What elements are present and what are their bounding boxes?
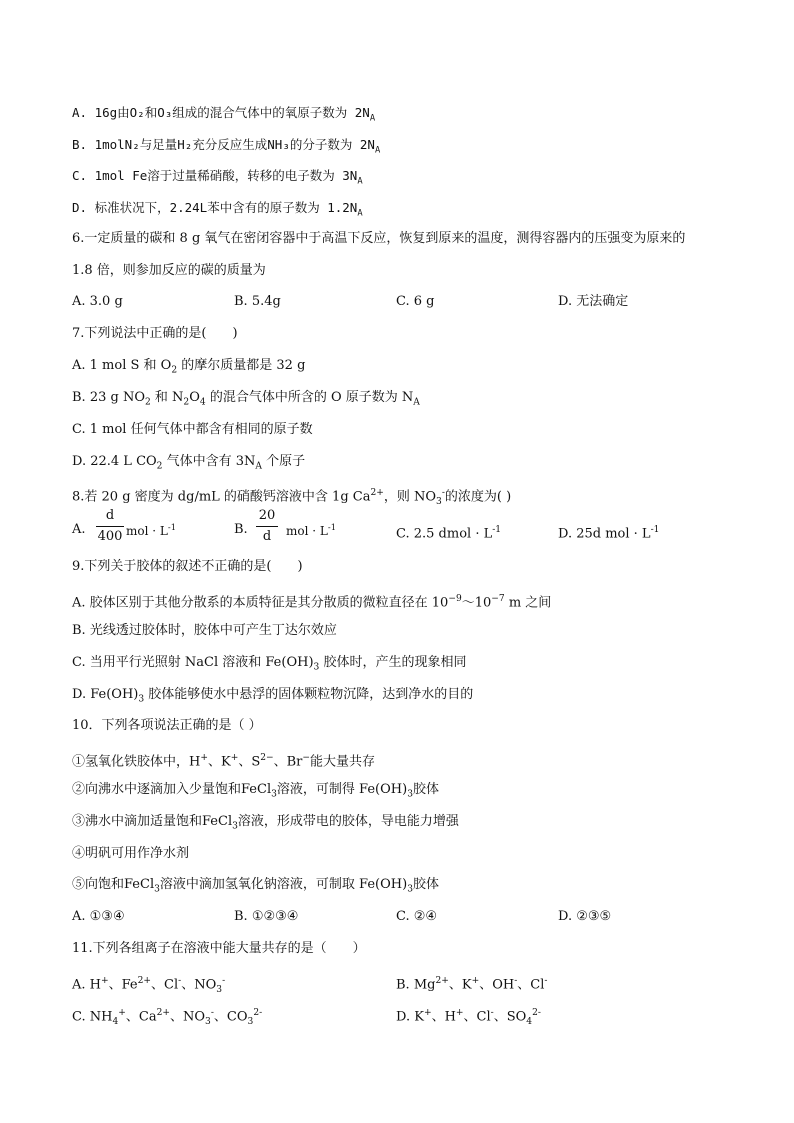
q11-option-c: C. $NH_4^+$、$Ca^{2+}$、$NO_3^-$、$CO_3^{2-}$: [72, 1008, 263, 1027]
q10-statement-3: ③沸水中滴加适量饱和FeCl$_3$溶液，形成带电的胶体，导电能力增强: [72, 814, 459, 832]
q10-option-b: B. ①②③④: [234, 909, 299, 924]
q5-option-b: B. 1molN₂与足量H₂充分反应生成NH₃的分子数为 $2N_A$: [72, 137, 381, 156]
q8-option-a-numerator: d: [105, 508, 115, 523]
q5-option-d: D. 标准状况下，2.24L苯中含有的原子数为 $1.2N_A$: [72, 200, 363, 219]
q8-stem: 8.若 20 g 密度为 dg/mL 的硝酸钙溶液中含 1g $Ca^{2+}$，则 $NO_3^-$的浓度为( ): [72, 488, 512, 507]
q7-option-d: D. 22.4 L $CO_2$ 气体中含有 $3N_A$ 个原子: [72, 454, 306, 472]
q8-option-b-denominator: d: [262, 529, 272, 544]
q10-statement-2: ②向沸水中逐滴加入少量饱和FeCl$_3$溶液，可制得 $Fe(OH)_3$胶体: [72, 782, 439, 800]
q8-option-a-fraction: [96, 508, 124, 545]
q8-option-a-denominator: 400: [97, 529, 123, 544]
q10-stem: 10．下列各项说法正确的是（ ）: [72, 718, 262, 733]
fraction-bar: [96, 526, 124, 527]
q6-option-c: C. 6 g: [396, 294, 435, 309]
q11-option-b: B. $Mg^{2+}$、K+、OH-、Cl-: [396, 976, 548, 993]
q6-option-b: B. 5.4g: [234, 294, 281, 309]
q11-option-d: D. K+、H+、Cl-、$SO_4^{2-}$: [396, 1008, 541, 1027]
q11-stem: 11.下列各组离子在溶液中能大量共存的是（ ）: [72, 941, 366, 956]
q7-option-a: A. 1 mol S 和 $O_2$ 的摩尔质量都是 32 g: [72, 358, 306, 376]
q10-statement-1: ①氢氧化铁胶体中，H+、K+、$S^{2-}$、Br−能大量共存: [72, 753, 376, 770]
q10-statement-5: ⑤向饱和FeCl$_3$溶液中滴加氢氧化钠溶液，可制取 $Fe(OH)_3$胶体: [72, 877, 439, 895]
q11-option-a: A. H+、$Fe^{2+}$、Cl-、$NO_3^-$: [72, 976, 226, 995]
q5-option-a: A. 16g由O₂和O₃组成的混合气体中的氧原子数为 $2N_A$: [72, 105, 376, 124]
q7-option-c: C. 1 mol 任何气体中都含有相同的原子数: [72, 422, 313, 437]
q8-option-c: C. 2.5 dmol · $L^{-1}$: [396, 525, 502, 542]
q8-option-b-label: B.: [234, 522, 248, 537]
q9-stem: 9.下列关于胶体的叙述不正确的是( ): [72, 559, 303, 574]
q6-option-d: D. 无法确定: [558, 294, 629, 309]
q8-option-b-fraction: [256, 508, 278, 545]
q10-option-a: A. ①③④: [72, 909, 125, 924]
q10-option-c: C. ②④: [396, 909, 438, 924]
q8-option-a-unit: mol · $L^{-1}$: [126, 522, 177, 538]
q8-option-b-numerator: 20: [258, 508, 276, 523]
q8-option-b-unit: mol · $L^{-1}$: [286, 522, 337, 538]
q10-option-d: D. ②③⑤: [558, 909, 612, 924]
q6-stem-line1: 6.一定质量的碳和 8 g 氧气在密闭容器中于高温下反应，恢复到原来的温度，测得容器内的压强变为原来的: [72, 231, 686, 246]
q9-option-b: B. 光线透过胶体时，胶体中可产生丁达尔效应: [72, 623, 337, 638]
q6-stem-line2: 1.8 倍，则参加反应的碳的质量为: [72, 263, 266, 278]
q9-option-d: D. $Fe(OH)_3$ 胶体能够使水中悬浮的固体颗粒物沉降，达到净水的目的: [72, 687, 474, 705]
q9-option-c: C. 当用平行光照射 NaCl 溶液和 $Fe(OH)_3$ 胶体时，产生的现象相同: [72, 655, 467, 673]
q8-option-a-label: A.: [72, 522, 86, 537]
q9-option-a: A. 胶体区别于其他分散系的本质特征是其分散质的微粒直径在 $10^{-9}\sim 10^{-7}$ m 之间: [72, 594, 552, 611]
q5-option-c: C. 1mol Fe溶于过量稀硝酸，转移的电子数为 $3N_A$: [72, 168, 363, 187]
q6-option-a: A. 3.0 g: [72, 294, 123, 309]
q8-option-d: D. 25d mol · $L^{-1}$: [558, 525, 660, 542]
q7-stem: 7.下列说法中正确的是( ): [72, 326, 238, 341]
q7-option-b: B. 23 g $NO_2$ 和 $N_2O_4$ 的混合气体中所含的 O 原子数为 $N_A$: [72, 390, 420, 408]
q10-statement-4: ④明矾可用作净水剂: [72, 846, 190, 861]
fraction-bar: [256, 526, 278, 527]
